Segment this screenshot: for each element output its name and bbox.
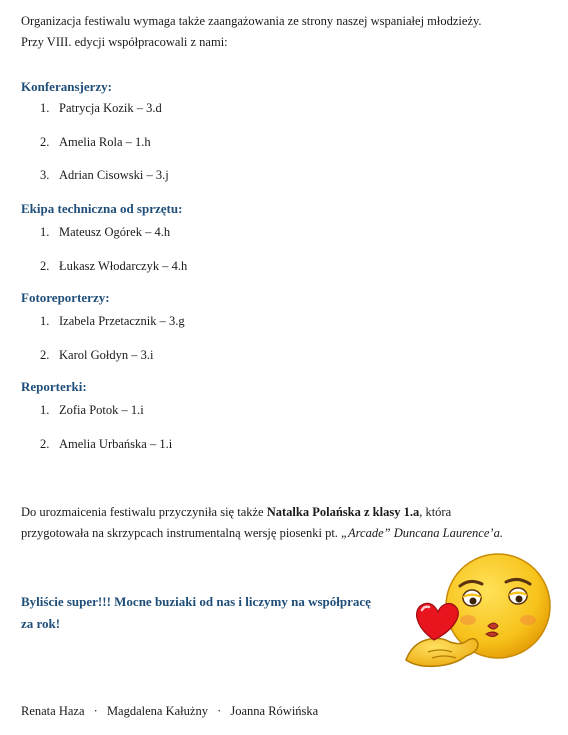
list-item: 2. Łukasz Włodarczyk – 4.h <box>40 258 188 273</box>
heading-ekipa-techniczna: Ekipa techniczna od sprzętu: <box>21 201 183 216</box>
list-item: 2. Amelia Urbańska – 1.i <box>40 436 173 451</box>
closing-message: Byliście super!!! Mocne buziaki od nas i liczymy na współpracę za rok! <box>21 594 371 631</box>
list-reporterki <box>40 403 172 470</box>
separator: · <box>93 704 98 718</box>
author-name: Joanna Rówińska <box>230 704 319 718</box>
thanks-line-1: Do urozmaicenia festiwalu przyczyniła się także Natalka Polańska z klasy 1.a, która <box>21 505 452 519</box>
author-name: Magdalena Kałużny <box>106 704 208 718</box>
separator: · <box>217 704 222 718</box>
intro-text <box>21 11 551 53</box>
intro-line-2: Przy VIII. edycji współpracowali z nami: <box>21 35 228 49</box>
list-ekipa-techniczna <box>40 225 187 292</box>
thanks-line-2: przygotowała na skrzypcach instrumentalną wersję piosenki pt. „Arcade” Duncana Laurence’a. <box>21 526 503 540</box>
list-item: 3. Adrian Cisowski – 3.j <box>40 168 169 182</box>
list-item: 1. Mateusz Ogórek – 4.h <box>40 225 171 239</box>
author-name: Renata Haza <box>21 704 85 718</box>
list-fotoreporterzy <box>40 314 185 381</box>
thanks-paragraph <box>21 502 551 544</box>
intro-line-1: Organizacja festiwalu wymaga także zaangażowania ze strony naszej wspaniałej młodzieży. <box>21 14 482 28</box>
list-konferansjerzy <box>40 101 169 202</box>
heading-reporterki: Reporterki: <box>21 379 87 394</box>
signature <box>21 704 318 719</box>
kiss-emoji-icon <box>398 548 558 673</box>
list-item: 2. Karol Gołdyn – 3.i <box>40 347 154 362</box>
list-item: 2. Amelia Rola – 1.h <box>40 134 151 149</box>
list-item: 1. Patrycja Kozik – 3.d <box>40 101 162 115</box>
heading-konferansjerzy: Konferansjerzy: <box>21 79 112 94</box>
list-item: 1. Izabela Przetacznik – 3.g <box>40 314 185 328</box>
list-item: 1. Zofia Potok – 1.i <box>40 403 144 417</box>
heading-fotoreporterzy: Fotoreporterzy: <box>21 290 110 305</box>
